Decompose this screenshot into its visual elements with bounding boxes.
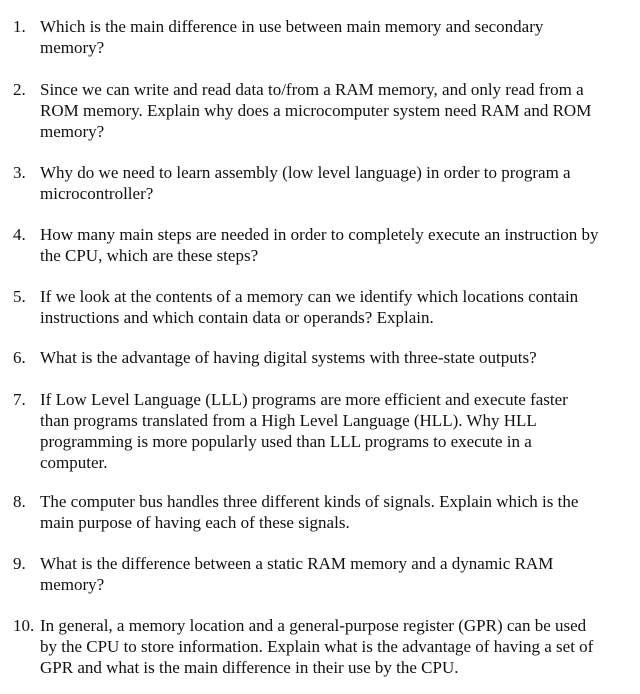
question-line: microcontroller? (40, 184, 154, 203)
question-text (40, 79, 640, 142)
question-line: How many main steps are needed in order to completely execute an instruction by (40, 225, 599, 244)
question-line: computer. (40, 453, 108, 472)
question-line: Why do we need to learn assembly (low level language) in order to program a (40, 163, 571, 182)
question-line: memory? (40, 38, 105, 57)
question-text (40, 347, 640, 368)
question-text (40, 615, 640, 678)
question-line: ROM memory. Explain why does a microcomputer system need RAM and ROM (40, 101, 592, 120)
question-line: The computer bus handles three different kinds of signals. Explain which is the (40, 492, 579, 511)
question-line: instructions and which contain data or operands? Explain. (40, 308, 434, 327)
question-number: 10. (13, 616, 35, 635)
question-line: than programs translated from a High Level Language (HLL). Why HLL (40, 411, 537, 430)
question-line: What is the difference between a static RAM memory and a dynamic RAM (40, 554, 554, 573)
question-number: 5. (13, 287, 26, 306)
question-line: the CPU, which are these steps? (40, 246, 259, 265)
question-line: Since we can write and read data to/from a RAM memory, and only read from a (40, 80, 584, 99)
question-line: by the CPU to store information. Explain what is the advantage of having a set of (40, 637, 594, 656)
question-number: 3. (13, 163, 26, 182)
question-line: Which is the main difference in use between main memory and secondary (40, 17, 544, 36)
question-number: 9. (13, 554, 26, 573)
question-line: memory? (40, 122, 105, 141)
question-text (40, 286, 640, 328)
question-text (40, 224, 640, 266)
question-line: main purpose of having each of these signals. (40, 513, 350, 532)
question-line: In general, a memory location and a general-purpose register (GPR) can be used (40, 616, 587, 635)
question-number: 2. (13, 80, 26, 99)
question-text (40, 389, 640, 473)
question-line: What is the advantage of having digital systems with three-state outputs? (40, 348, 537, 367)
question-number: 8. (13, 492, 26, 511)
question-text (40, 553, 640, 595)
question-number: 6. (13, 348, 26, 367)
question-line: If Low Level Language (LLL) programs are more efficient and execute faster (40, 390, 568, 409)
question-line: memory? (40, 575, 105, 594)
question-text (40, 491, 640, 533)
question-number: 7. (13, 390, 26, 409)
question-line: programming is more popularly used than LLL programs to execute in a (40, 432, 532, 451)
question-number: 4. (13, 225, 26, 244)
question-number: 1. (13, 17, 26, 36)
question-text (40, 162, 640, 204)
question-text (40, 16, 640, 58)
question-line: GPR and what is the main difference in their use by the CPU. (40, 658, 459, 677)
question-line: If we look at the contents of a memory can we identify which locations contain (40, 287, 579, 306)
